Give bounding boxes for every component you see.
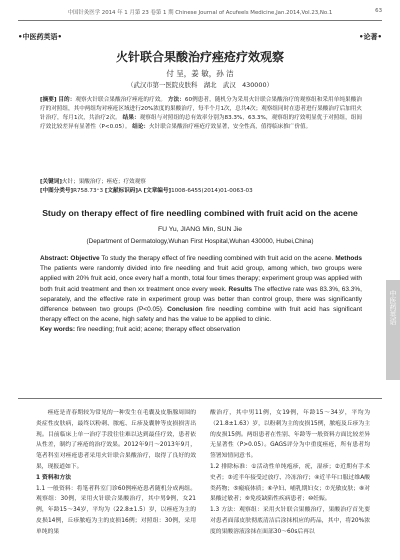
chinese-affiliation: （武汉市第一医院皮肤科 湖北 武汉 430000）	[127, 81, 273, 89]
chinese-title: 火针联合果酸治疗痤疮疗效观察	[115, 50, 284, 64]
article-no-label: [文章编号]	[143, 188, 172, 194]
abstract-label-en: Abstract:	[40, 255, 69, 262]
english-authors: FU Yu, JIANG Min, SUN Jie	[157, 226, 243, 233]
article-no-value: 1008-6455(2014)01-0063-03	[171, 188, 253, 194]
section-heading: 1 资料和方法	[36, 474, 72, 481]
methods-label-en: Methods	[335, 255, 362, 262]
objective-text-cn: 观察火针联合果酸治疗痤疮的疗效。	[75, 97, 167, 103]
body-column-right	[210, 408, 370, 538]
results-text-en: The effective rate was 83.3%, 63.3%, separately, and the effective rate in experiment group was better than control group, there was significantly difference between two groups (P<0.05).	[40, 285, 362, 314]
abstract-label: [摘要]	[40, 97, 57, 103]
continued-paragraph: 酸治疗，其中男11例，女19例，年龄15～34岁，平均为（21.8±1.63）岁，以粉刺为主的皮损15例，脓疱及丘疹为主的皮损15例。两组患者在性别、年龄等一般资料方面比较差异无显著性（P>0.05）。GAGS评分为中重度痤疮，所有患者均签署知情同意书。	[210, 410, 370, 460]
results-label-en: Results	[228, 285, 252, 293]
abstract-rule	[18, 398, 382, 399]
classification-value: R758.73⁺3	[73, 188, 104, 194]
chinese-authors: 付 呈，姜 敏，孙 洁	[166, 69, 234, 78]
general-data-paragraph: 1.1 一般资料：将笔者科室门诊60例痤疮患者随机分成两组。观察组：30例，采用火针联合果酸治疗，其中男9例，女21例，年龄15～34岁，平均为（22.8±1.5）岁，以痤疮为主的皮损14例，丘疹脓疱为主的皮损16例；对照组：30例，采用单纯的果	[36, 485, 196, 535]
intro-paragraph: 痤疮是青春期较为常见的一种发生在毛囊及皮脂腺周围的炎症性皮肤病，最终以粉刺、脓疱、丘疹及囊肿等皮损损害出现。目前临床上单一治疗手段往往难以达到最佳疗效，患者依从性差，制约了痤疮的治疗效果。2012年9月～2013年9月，笔者科室对痤疮患者采用火针联合果酸治疗，取得了良好的效果，现报道如下。	[36, 410, 196, 470]
classification-label: [中图分类号]	[40, 188, 74, 194]
conclusion-label-en: Conclusion	[167, 306, 203, 314]
body-column-left	[36, 408, 196, 538]
exclusion-criteria-paragraph: 1.2 排除标准：①活动性单纯疱疹，疣，湿疹；②近期有手术史者；③近半年接受过放疗、冷冻治疗；④近半年口服过维A酸类药物；⑤瘢痕体质；⑥孕妇、哺乳期妇女；⑦光敏皮肤；⑧对果酸过敏者；⑨免疫缺陷性疾病患者；⑩妊娠。	[210, 463, 370, 503]
methods-paragraph: 1.3 方法：观察组：采用火针联合果酸治疗，果酸治疗首先要对患者面部皮肤彻底清洁后涂抹相应的药品，其中，将20%浓度的果酸溶液涂抹在面部30～60s后再以	[210, 507, 370, 535]
english-title: Study on therapy effect of fire needling combined with fruit acid on the acene	[42, 208, 358, 218]
keywords-label-cn: [关键词]	[40, 179, 62, 185]
results-text-cn: 观察组与对照组的总有效率分别为83.3%，63.3%，观察组的疗效明显优于对照组，组间疗效比较差异有显著性（P<0.05）。	[40, 115, 362, 130]
header-rule	[18, 20, 382, 21]
keywords-text-en: fire needling; fruit acid; acene; therapy effect observation	[76, 326, 241, 334]
objective-text-en: To study the therapy effect of fire needling combined with fruit acid on the acene.	[101, 255, 334, 262]
keywords-label-en: Key words:	[40, 326, 76, 334]
column-tag-left: •中医药英语•	[18, 33, 62, 41]
chinese-keywords	[40, 178, 362, 196]
running-header	[18, 8, 382, 18]
methods-label-cn: 方法：	[167, 97, 185, 103]
doc-code-label: [文献标识码]	[104, 188, 138, 194]
objective-label-cn: 目的：	[58, 97, 76, 103]
conclusion-label-cn: 结论：	[132, 124, 150, 130]
journal-line: 中国针灸医学 2014 年 1 月第 23 卷第 1 期 Chinese Journal of Acufeels Medicine,Jan.2014,Vol.23,No.1	[67, 10, 333, 16]
side-tab-label: 中医药英语	[389, 290, 397, 325]
conclusion-text-en: fire needling combine with fruit acid has significant therapy effect on the acene, high safety and has the value to be applied to clinic.	[40, 306, 362, 324]
column-tag-right: •论著•	[359, 33, 382, 41]
english-affiliation: (Department of Dermatology,Wuhan First Hospital,Wuhan 430000, Hubei,China)	[86, 238, 314, 245]
chinese-abstract	[40, 96, 362, 132]
conclusion-text-cn: 火针联合果酸治疗痤疮疗效显著，安全性高，值得临床推广价值。	[149, 124, 312, 130]
doc-code-value: A	[137, 188, 142, 194]
page-number: 63	[375, 8, 382, 14]
methods-text-en: The patients were randomly divided into fire needling and fruit acid group, among which, two groups were applied with 20% fruit acid, once every half a month, total four times therapy; experiment group was applied with both fruit acid treatment and then xx treatment once every week.	[40, 265, 362, 293]
objective-label-en: Objective	[70, 255, 100, 262]
side-section-tab	[386, 280, 400, 380]
results-label-cn: 结果：	[122, 115, 140, 121]
english-abstract	[40, 254, 362, 336]
methods-text-cn: 60例患者，随机分为采用火针联合果酸治疗的观察组和采用单纯果酸治疗的对照组，其中两组均对痤疮区域进行20%浓度的果酸治疗，每半个月1次，总共4次；观察组同时在患者进行果酸治疗后加用火针治疗，每月1次，共治疗2次。	[40, 97, 362, 121]
keywords-text-cn: 火针；果酸治疗；痤疮；疗效观察	[61, 179, 146, 185]
